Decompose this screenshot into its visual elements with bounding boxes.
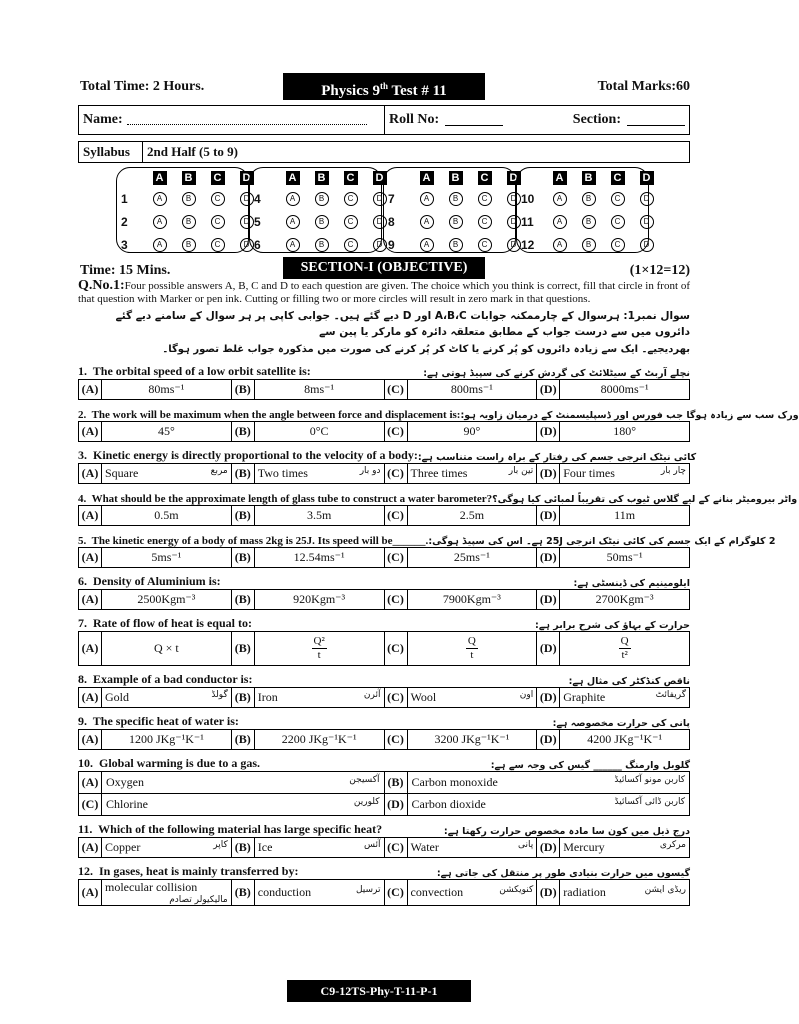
answer-bubble[interactable]: A xyxy=(286,238,300,252)
question xyxy=(78,754,690,816)
bubble-question-number: 4 xyxy=(254,192,261,206)
option-urdu: کلورین xyxy=(353,797,380,807)
test-title: Physics 9th Test # 11 xyxy=(283,73,485,100)
option-header: B xyxy=(449,171,463,185)
option-header: C xyxy=(344,171,358,185)
total-time: Total Time: 2 Hours. xyxy=(80,79,205,94)
option-value[interactable]: Carbon dioxide کاربن ڈائی آکسائیڈ xyxy=(407,794,690,816)
answer-bubble[interactable]: D xyxy=(507,238,521,252)
question-text: 4. What should be the approximate length of glass tube to construct a water barometer? xyxy=(78,493,493,505)
section-time: Time: 15 Mins. xyxy=(80,263,171,278)
option-value[interactable]: 1200 JKg⁻¹K⁻¹ xyxy=(102,730,232,750)
option-value[interactable]: $\frac{\text{Q²}}{t}$ xyxy=(254,632,384,666)
question-text-urdu: گلوبل وارمنگ ______ گیس کی وجہ سے ہے: xyxy=(490,760,690,771)
answer-bubble[interactable]: A xyxy=(153,238,167,252)
option-urdu: کنویکشن xyxy=(499,885,534,895)
syllabus-row xyxy=(78,141,690,163)
section-header xyxy=(78,257,690,279)
option-header: A xyxy=(153,171,167,185)
option-key: (C) xyxy=(384,506,407,526)
option-key: (C) xyxy=(79,794,102,816)
option-value[interactable]: 2.5m xyxy=(407,506,537,526)
bubble-group xyxy=(116,167,249,253)
answer-bubble[interactable]: C xyxy=(611,192,625,206)
option-value[interactable]: $\frac{Q}{\text{t²}}$ xyxy=(560,632,690,666)
question-text: 9. The specific heat of water is: xyxy=(78,714,239,728)
answer-bubble[interactable]: D xyxy=(640,192,654,206)
answer-bubble[interactable]: A xyxy=(420,238,434,252)
option-urdu: چار بار xyxy=(660,466,686,476)
option-value[interactable]: Carbon monoxide کاربن مونو آکسائیڈ xyxy=(407,772,690,794)
option-value[interactable]: radiation ریڈی ایشن xyxy=(560,880,690,906)
answer-bubble[interactable]: A xyxy=(420,192,434,206)
option-key: (A) xyxy=(79,422,102,442)
answer-bubble[interactable]: A xyxy=(553,215,567,229)
answer-bubble[interactable]: B xyxy=(315,192,329,206)
option-value[interactable]: Four times چار بار xyxy=(560,464,690,484)
option-value[interactable]: 11m xyxy=(560,506,690,526)
option-urdu: مرکری xyxy=(659,840,686,850)
option-key: (D) xyxy=(537,838,560,858)
option-row xyxy=(79,880,690,906)
bubble-question-number: 10 xyxy=(521,192,535,206)
option-row xyxy=(79,590,690,610)
answer-bubble-grid xyxy=(78,167,690,257)
option-key: (D) xyxy=(537,548,560,568)
option-value[interactable]: Chlorine کلورین xyxy=(102,794,385,816)
answer-bubble[interactable]: D xyxy=(240,215,254,229)
option-urdu: ترسیل xyxy=(355,885,381,895)
answer-bubble[interactable]: C xyxy=(211,238,225,252)
option-key: (C) xyxy=(384,730,407,750)
option-row xyxy=(79,548,690,568)
question-text: 7. Rate of flow of heat is equal to: xyxy=(78,616,252,630)
option-key: (D) xyxy=(537,464,560,484)
option-value[interactable]: 12.54ms⁻¹ xyxy=(254,548,384,568)
answer-bubble[interactable]: B xyxy=(449,215,463,229)
answer-bubble[interactable]: C xyxy=(344,192,358,206)
option-urdu: کاربن ڈائی آکسائیڈ xyxy=(614,797,685,807)
question-text: 11. Which of the following material has large specific heat? xyxy=(78,822,383,836)
syllabus-label: Syllabus xyxy=(79,142,143,162)
answer-bubble[interactable]: B xyxy=(582,192,596,206)
answer-bubble[interactable]: A xyxy=(420,215,434,229)
option-urdu: آئس xyxy=(364,840,381,850)
bubble-question-number: 8 xyxy=(388,215,395,229)
option-urdu: کاپر xyxy=(213,840,228,850)
option-value[interactable]: 25ms⁻¹ xyxy=(407,548,537,568)
option-value[interactable]: Q × t xyxy=(102,632,232,666)
option-value[interactable]: 50ms⁻¹ xyxy=(560,548,690,568)
option-key: (C) xyxy=(384,688,407,708)
option-value[interactable]: Three times تین بار xyxy=(407,464,537,484)
question-text: 5. The kinetic energy of a body of mass 2kg is 25J. Its speed will be______. xyxy=(78,535,429,547)
answer-bubble[interactable]: D xyxy=(373,215,387,229)
option-value[interactable]: 3.5m xyxy=(254,506,384,526)
section-field[interactable]: Section: xyxy=(525,106,689,134)
option-key: (D) xyxy=(537,632,560,666)
answer-bubble[interactable]: C xyxy=(211,215,225,229)
option-value[interactable]: 4200 JKg⁻¹K⁻¹ xyxy=(560,730,690,750)
bubble-question-number: 5 xyxy=(254,215,261,229)
bubble-question-number: 12 xyxy=(521,238,535,252)
option-value[interactable]: $\frac{Q}{t}$ xyxy=(407,632,537,666)
option-urdu: گریفائٹ xyxy=(655,690,686,700)
option-value[interactable]: 2500Kgm⁻³ xyxy=(102,590,232,610)
question-text-urdu: ایلومینیم کی ڈینسٹی ہے: xyxy=(573,578,690,589)
option-value[interactable]: 2700Kgm⁻³ xyxy=(560,590,690,610)
question-text-urdu: درج ذیل میں کون سا مادہ مخصوص حرارت رکھتا ہے: xyxy=(443,826,690,837)
answer-bubble[interactable]: D xyxy=(240,192,254,206)
option-urdu: ریڈی ایشن xyxy=(644,885,686,895)
question-text: 3. Kinetic energy is directly proportional to the velocity of a body: xyxy=(78,448,418,462)
option-value[interactable]: Wool اون xyxy=(407,688,537,708)
option-value[interactable]: Ice آئس xyxy=(254,838,384,858)
exam-sheet xyxy=(78,70,799,906)
instructions-english: Q.No.1:Four possible answers A, B, C and D to each question are given. The choice which you think is correct, fill that circle in front of that question with Marker or pen ink. Cutting or filling two or more circles will result in zero mark in that questions. xyxy=(78,278,690,305)
name-field[interactable]: Name: xyxy=(79,106,385,134)
option-value[interactable]: Iron آئرن xyxy=(254,688,384,708)
option-value[interactable]: Water پانی xyxy=(407,838,537,858)
option-key: (A) xyxy=(79,590,102,610)
answer-bubble[interactable]: A xyxy=(286,192,300,206)
question-text: 10. Global warming is due to a gas. xyxy=(78,756,261,770)
option-value[interactable]: 8000ms⁻¹ xyxy=(560,380,690,400)
option-row xyxy=(79,772,690,794)
option-key: (B) xyxy=(231,880,254,906)
option-key: (A) xyxy=(79,688,102,708)
option-urdu: دو بار xyxy=(359,466,381,476)
option-header: D xyxy=(373,171,387,185)
option-value[interactable]: molecular collision مالیکیولر تصادم xyxy=(102,880,232,906)
instructions-urdu-line-1: سوال نمبر1: ہرسوال کے چارممکنہ جوابات A،B،C اور D دیے گئے ہیں۔ جوابی کاپی پر ہر سوال کے سامنے دیے گئے دائروں میں سے درست جواب کے مطابق متعلقہ دائرہ کو مارکر یا پین سے xyxy=(115,310,690,338)
option-header: A xyxy=(553,171,567,185)
answer-bubble[interactable]: C xyxy=(478,192,492,206)
answer-bubble[interactable]: B xyxy=(315,238,329,252)
question xyxy=(78,530,776,568)
syllabus-value: 2nd Half (5 to 9) xyxy=(147,144,238,159)
option-row xyxy=(79,422,690,442)
option-header: C xyxy=(611,171,625,185)
option-key: (A) xyxy=(79,730,102,750)
option-value[interactable]: Square مربع xyxy=(102,464,232,484)
header xyxy=(78,70,690,102)
answer-bubble[interactable]: A xyxy=(153,215,167,229)
option-header: D xyxy=(240,171,254,185)
bubble-question-number: 6 xyxy=(254,238,261,252)
option-key: (A) xyxy=(79,880,102,906)
bubble-question-number: 2 xyxy=(121,215,128,229)
answer-bubble[interactable]: D xyxy=(373,238,387,252)
option-key: (C) xyxy=(384,380,407,400)
option-value[interactable]: Copper کاپر xyxy=(102,838,232,858)
option-key: (B) xyxy=(384,772,407,794)
option-value[interactable]: 7900Kgm⁻³ xyxy=(407,590,537,610)
answer-bubble[interactable]: B xyxy=(449,238,463,252)
answer-bubble[interactable]: B xyxy=(449,192,463,206)
answer-bubble[interactable]: A xyxy=(153,192,167,206)
option-key: (B) xyxy=(231,632,254,666)
option-key: (C) xyxy=(384,838,407,858)
option-key: (C) xyxy=(384,590,407,610)
question-text-urdu: پانی کی حرارت مخصوصہ ہے: xyxy=(552,718,690,729)
option-key: (D) xyxy=(537,880,560,906)
question-text: 2. The work will be maximum when the angle between force and displacement is: xyxy=(78,409,461,421)
bubble-question-number: 1 xyxy=(121,192,128,206)
roll-number-field[interactable]: Roll No: xyxy=(385,106,525,134)
option-value[interactable]: convection کنویکشن xyxy=(407,880,537,906)
option-key: (A) xyxy=(79,632,102,666)
option-key: (A) xyxy=(79,772,102,794)
answer-bubble[interactable]: D xyxy=(640,238,654,252)
answer-bubble[interactable]: C xyxy=(611,215,625,229)
option-key: (D) xyxy=(537,506,560,526)
option-row xyxy=(79,506,690,526)
option-urdu: اون xyxy=(519,690,534,700)
answer-bubble[interactable]: A xyxy=(553,192,567,206)
option-header: B xyxy=(582,171,596,185)
option-value[interactable]: Graphite گریفائٹ xyxy=(560,688,690,708)
answer-bubble[interactable]: B xyxy=(182,238,196,252)
option-key: (B) xyxy=(231,730,254,750)
option-key: (C) xyxy=(384,880,407,906)
option-value[interactable]: 800ms⁻¹ xyxy=(407,380,537,400)
bubble-group xyxy=(249,167,382,253)
option-header: A xyxy=(286,171,300,185)
option-header: B xyxy=(182,171,196,185)
answer-bubble[interactable]: D xyxy=(507,215,521,229)
option-value[interactable]: Gold گولڈ xyxy=(102,688,232,708)
answer-bubble[interactable]: B xyxy=(182,192,196,206)
option-urdu: آکسیجن xyxy=(349,775,380,785)
question xyxy=(78,572,690,610)
answer-bubble[interactable]: D xyxy=(507,192,521,206)
question-text-urdu: ناقص کنڈکٹر کی مثال ہے: xyxy=(568,676,690,687)
option-value[interactable]: Oxygen آکسیجن xyxy=(102,772,385,794)
option-key: (A) xyxy=(79,838,102,858)
option-urdu: مربع xyxy=(210,466,228,476)
option-key: (C) xyxy=(384,422,407,442)
option-key: (C) xyxy=(384,632,407,666)
option-value[interactable]: 2200 JKg⁻¹K⁻¹ xyxy=(254,730,384,750)
option-urdu: تین بار xyxy=(508,466,534,476)
answer-bubble[interactable]: B xyxy=(182,215,196,229)
option-key: (D) xyxy=(537,730,560,750)
option-key: (B) xyxy=(231,506,254,526)
question xyxy=(78,862,690,906)
student-info xyxy=(78,105,690,135)
total-marks: Total Marks:60 xyxy=(597,79,690,94)
option-urdu: کاربن مونو آکسائیڈ xyxy=(614,775,685,785)
section-title: SECTION-I (OBJECTIVE) xyxy=(283,257,485,279)
option-key: (A) xyxy=(79,506,102,526)
option-key: (D) xyxy=(384,794,407,816)
option-header: C xyxy=(211,171,225,185)
option-key: (C) xyxy=(384,464,407,484)
option-key: (B) xyxy=(231,838,254,858)
option-key: (D) xyxy=(537,590,560,610)
option-value[interactable]: 80ms⁻¹ xyxy=(102,380,232,400)
question-text-urdu: واٹر بیرومیٹر بنانے کے لیے گلاس ٹیوب کی تقریباً لمبائی کیا ہوگی؟ xyxy=(492,494,798,505)
option-value[interactable]: 5ms⁻¹ xyxy=(102,548,232,568)
answer-bubble[interactable]: A xyxy=(286,215,300,229)
option-key: (D) xyxy=(537,422,560,442)
bubble-group xyxy=(516,167,649,253)
option-key: (B) xyxy=(231,688,254,708)
option-value[interactable]: 920Kgm⁻³ xyxy=(254,590,384,610)
answer-bubble[interactable]: C xyxy=(478,215,492,229)
option-urdu: پانی xyxy=(517,840,534,850)
option-row xyxy=(79,632,690,666)
option-key: (A) xyxy=(79,464,102,484)
option-value[interactable]: 0.5m xyxy=(102,506,232,526)
question xyxy=(78,820,690,858)
answer-bubble[interactable]: B xyxy=(582,215,596,229)
option-key: (B) xyxy=(231,464,254,484)
option-row xyxy=(79,730,690,750)
question xyxy=(78,488,798,526)
answer-bubble[interactable]: C xyxy=(478,238,492,252)
question xyxy=(78,362,690,400)
answer-bubble[interactable]: B xyxy=(315,215,329,229)
question-text-urdu: گیسوں میں حرارت بنیادی طور پر منتقل کی جاتی ہے: xyxy=(436,868,690,879)
answer-bubble[interactable]: C xyxy=(611,238,625,252)
question-text: 6. Density of Aluminium is: xyxy=(78,574,221,588)
option-value[interactable]: Two times دو بار xyxy=(254,464,384,484)
option-header: A xyxy=(420,171,434,185)
option-value[interactable]: 180° xyxy=(560,422,690,442)
option-row xyxy=(79,688,690,708)
option-key: (A) xyxy=(79,548,102,568)
question-text-urdu: حرارت کے بہاؤ کی شرح برابر ہے: xyxy=(535,620,690,631)
question-text-urdu: کائی نیٹک انرجی جسم کی رفتار کے براہ راست متناسب ہے: xyxy=(417,452,697,463)
option-header: C xyxy=(478,171,492,185)
answer-bubble[interactable]: D xyxy=(240,238,254,252)
question-text-urdu: نچلے آربٹ کے سیٹلائٹ کی گردش کرنے کی سپیڈ ہوتی ہے: xyxy=(423,368,690,379)
answer-bubble[interactable]: C xyxy=(344,238,358,252)
paper-code: C9-12TS-Phy-T-11-P-1 xyxy=(287,980,471,1002)
option-value[interactable]: 45° xyxy=(102,422,232,442)
answer-bubble[interactable]: A xyxy=(553,238,567,252)
option-urdu: آئرن xyxy=(363,690,381,700)
option-key: (B) xyxy=(231,380,254,400)
option-row xyxy=(79,464,690,484)
bubble-question-number: 11 xyxy=(521,215,534,229)
instructions-urdu-line-2: بھردیجیے۔ ایک سے زیادہ دائروں کو پُر کرنے یا کاٹ کر پُر کرنے کی صورت میں مذکورہ جواب غلط تصور ہوگا۔ xyxy=(162,344,690,355)
option-key: (D) xyxy=(537,688,560,708)
option-key: (B) xyxy=(231,548,254,568)
bubble-question-number: 3 xyxy=(121,238,128,252)
answer-bubble[interactable]: B xyxy=(582,238,596,252)
option-value[interactable]: 90° xyxy=(407,422,537,442)
option-value[interactable]: 3200 JKg⁻¹K⁻¹ xyxy=(407,730,537,750)
option-header: D xyxy=(640,171,654,185)
answer-bubble[interactable]: C xyxy=(344,215,358,229)
bubble-question-number: 7 xyxy=(388,192,395,206)
option-key: (B) xyxy=(231,590,254,610)
option-key: (C) xyxy=(384,548,407,568)
section-marks: (1×12=12) xyxy=(629,263,690,278)
option-header: B xyxy=(315,171,329,185)
option-urdu: مالیکیولر تصادم xyxy=(169,895,228,905)
option-urdu: گولڈ xyxy=(211,690,228,700)
question xyxy=(78,404,799,442)
option-key: (A) xyxy=(79,380,102,400)
question-text: 12. In gases, heat is mainly transferred by: xyxy=(78,864,299,878)
question xyxy=(78,446,697,484)
question xyxy=(78,670,690,708)
question-list xyxy=(78,362,799,906)
option-key: (D) xyxy=(537,380,560,400)
question-text-urdu: ورک سب سے زیادہ ہوگا جب فورس اور ڈسپلیسمنٹ کے درمیان زاویہ ہو: xyxy=(460,410,799,421)
option-value[interactable]: 8ms⁻¹ xyxy=(254,380,384,400)
answer-bubble[interactable]: D xyxy=(640,215,654,229)
option-value[interactable]: 0°C xyxy=(254,422,384,442)
option-header: D xyxy=(507,171,521,185)
question xyxy=(78,614,690,666)
answer-bubble[interactable]: C xyxy=(211,192,225,206)
bubble-question-number: 9 xyxy=(388,238,395,252)
option-value[interactable]: conduction ترسیل xyxy=(254,880,384,906)
bubble-group xyxy=(383,167,516,253)
answer-bubble[interactable]: D xyxy=(373,192,387,206)
option-row xyxy=(79,794,690,816)
option-value[interactable]: Mercury مرکری xyxy=(560,838,690,858)
option-row xyxy=(79,838,690,858)
question-text-urdu: 2 کلوگرام کے ایک جسم کی کائی نیٹک انرجی 25J ہے۔ اس کی سپیڈ ہوگی: xyxy=(428,536,776,547)
question-text: 1. The orbital speed of a low orbit satellite is: xyxy=(78,364,311,378)
option-row xyxy=(79,380,690,400)
question-text: 8. Example of a bad conductor is: xyxy=(78,672,253,686)
question xyxy=(78,712,690,750)
option-key: (B) xyxy=(231,422,254,442)
